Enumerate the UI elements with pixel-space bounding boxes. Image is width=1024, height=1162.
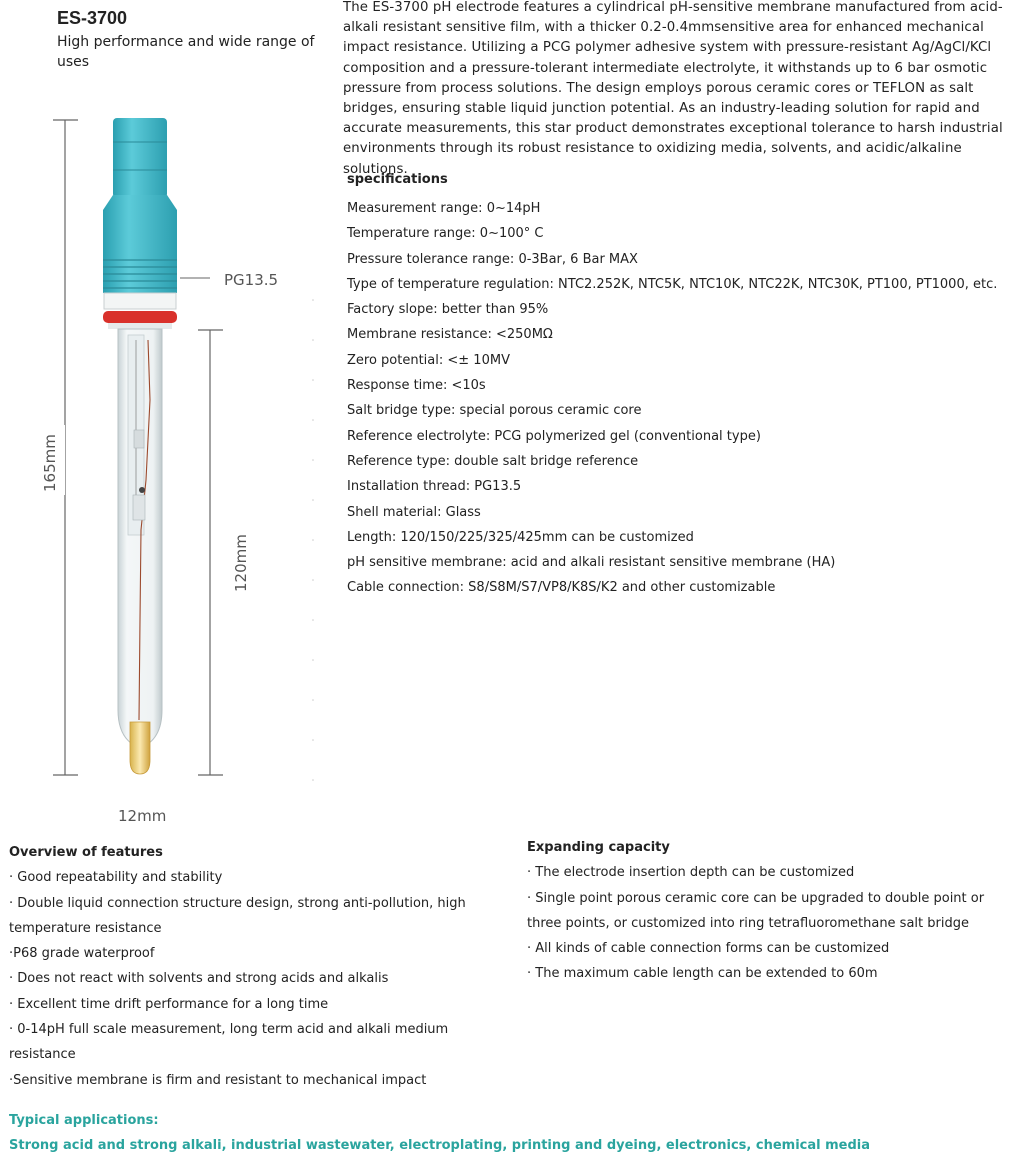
specifications-list — [347, 196, 1007, 601]
product-description: The ES-3700 pH electrode features a cylindrical pH-sensitive membrane manufactured from acid-alkali resistant sensitive film, with a thicker 0.2-0.4mmsensitive area for enhanced mechanical impact resistance. Utilizing a PCG polymer adhesive system with pressure-resistant Ag/AgCl/KCl composition and a pressure-tolerant intermediate electrolyte, it withstands up to 6 bar osmotic pressure from process solutions. The design employs porous ceramic cores or TEFLON as salt bridges, ensuring stable liquid junction potential. As an industry-leading solution for rapid and accurate measurements, this star product demonstrates exceptional tolerance to harsh industrial environments through its robust resistance to oxidizing media, solvents, and acidic/alkaline solutions. — [343, 0, 1003, 177]
feature-item: · 0-14pH full scale measurement, long term acid and alkali medium resistance — [9, 1022, 449, 1063]
applications-section — [9, 1108, 870, 1158]
expanding-heading: Expanding capacity — [527, 840, 670, 855]
spec-item: Cable connection: S8/S8M/S7/VP8/K8S/K2 and other customizable — [347, 580, 776, 596]
sensing-bulb — [130, 722, 150, 774]
features-heading: Overview of features — [9, 845, 163, 860]
thread-callout — [180, 271, 278, 289]
glass-length-dimension — [198, 330, 250, 775]
feature-item: · Excellent time drift performance for a long time — [9, 996, 329, 1012]
total-length-dimension — [37, 120, 78, 775]
feature-item: · Double liquid connection structure design, strong anti-pollution, high temperature resistance — [9, 895, 466, 936]
expanding-item: · All kinds of cable connection forms can be customized — [527, 941, 890, 957]
expanding-item: · Single point porous ceramic core can be upgraded to double point or three points, or customized into ring tetrafluoromethane salt bridge — [527, 890, 985, 931]
spec-item: Type of temperature regulation: NTC2.252K, NTC5K, NTC10K, NTC22K, NTC30K, PT100, PT1000, etc. — [347, 276, 998, 292]
spec-item: Response time: <10s — [347, 378, 486, 394]
specifications-heading: specifications — [347, 172, 448, 187]
total-length-label: 165mm — [41, 434, 59, 492]
glass-body — [118, 329, 162, 748]
spec-item: Zero potential: <± 10MV — [347, 352, 510, 368]
diameter-label: 12mm — [118, 807, 167, 825]
spec-item: pH sensitive membrane: acid and alkali resistant sensitive membrane (HA) — [347, 555, 836, 571]
spec-item: Factory slope: better than 95% — [347, 302, 549, 318]
expanding-item: · The electrode insertion depth can be customized — [527, 865, 855, 881]
spec-item: Shell material: Glass — [347, 504, 481, 520]
expanding-item: · The maximum cable length can be extended to 60m — [527, 966, 878, 982]
expanding-section — [527, 835, 1007, 987]
spec-item: Reference electrolyte: PCG polymerized gel (conventional type) — [347, 428, 761, 444]
spec-item: Measurement range: 0~14pH — [347, 201, 541, 216]
electrode-cap — [103, 118, 177, 329]
spec-item: Reference type: double salt bridge reference — [347, 453, 639, 469]
electrode-diagram — [0, 100, 330, 840]
product-tagline: High performance and wide range of uses — [57, 34, 315, 70]
feature-item: · Does not react with solvents and strong acids and alkalis — [9, 971, 389, 987]
spec-item: Temperature range: 0~100° C — [347, 226, 544, 242]
product-model: ES-3700 — [57, 8, 128, 28]
applications-text: Strong acid and strong alkali, industrial wastewater, electroplating, printing and dyeing, electronics, chemical media — [9, 1138, 871, 1153]
glass-length-label: 120mm — [232, 534, 250, 592]
spec-item: Membrane resistance: <250MΩ — [347, 327, 553, 343]
spec-item: Length: 120/150/225/325/425mm can be customized — [347, 529, 694, 545]
thread-label: PG13.5 — [224, 271, 279, 289]
applications-heading: Typical applications: — [9, 1113, 159, 1128]
spec-item: Pressure tolerance range: 0-3Bar, 6 Bar MAX — [347, 251, 638, 267]
features-section — [9, 840, 489, 1093]
feature-item: ·Sensitive membrane is firm and resistant to mechanical impact — [9, 1072, 427, 1088]
spec-item: Salt bridge type: special porous ceramic core — [347, 403, 642, 419]
spec-item: Installation thread: PG13.5 — [347, 479, 522, 495]
feature-item: ·P68 grade waterproof — [9, 946, 155, 962]
feature-item: · Good repeatability and stability — [9, 870, 223, 886]
